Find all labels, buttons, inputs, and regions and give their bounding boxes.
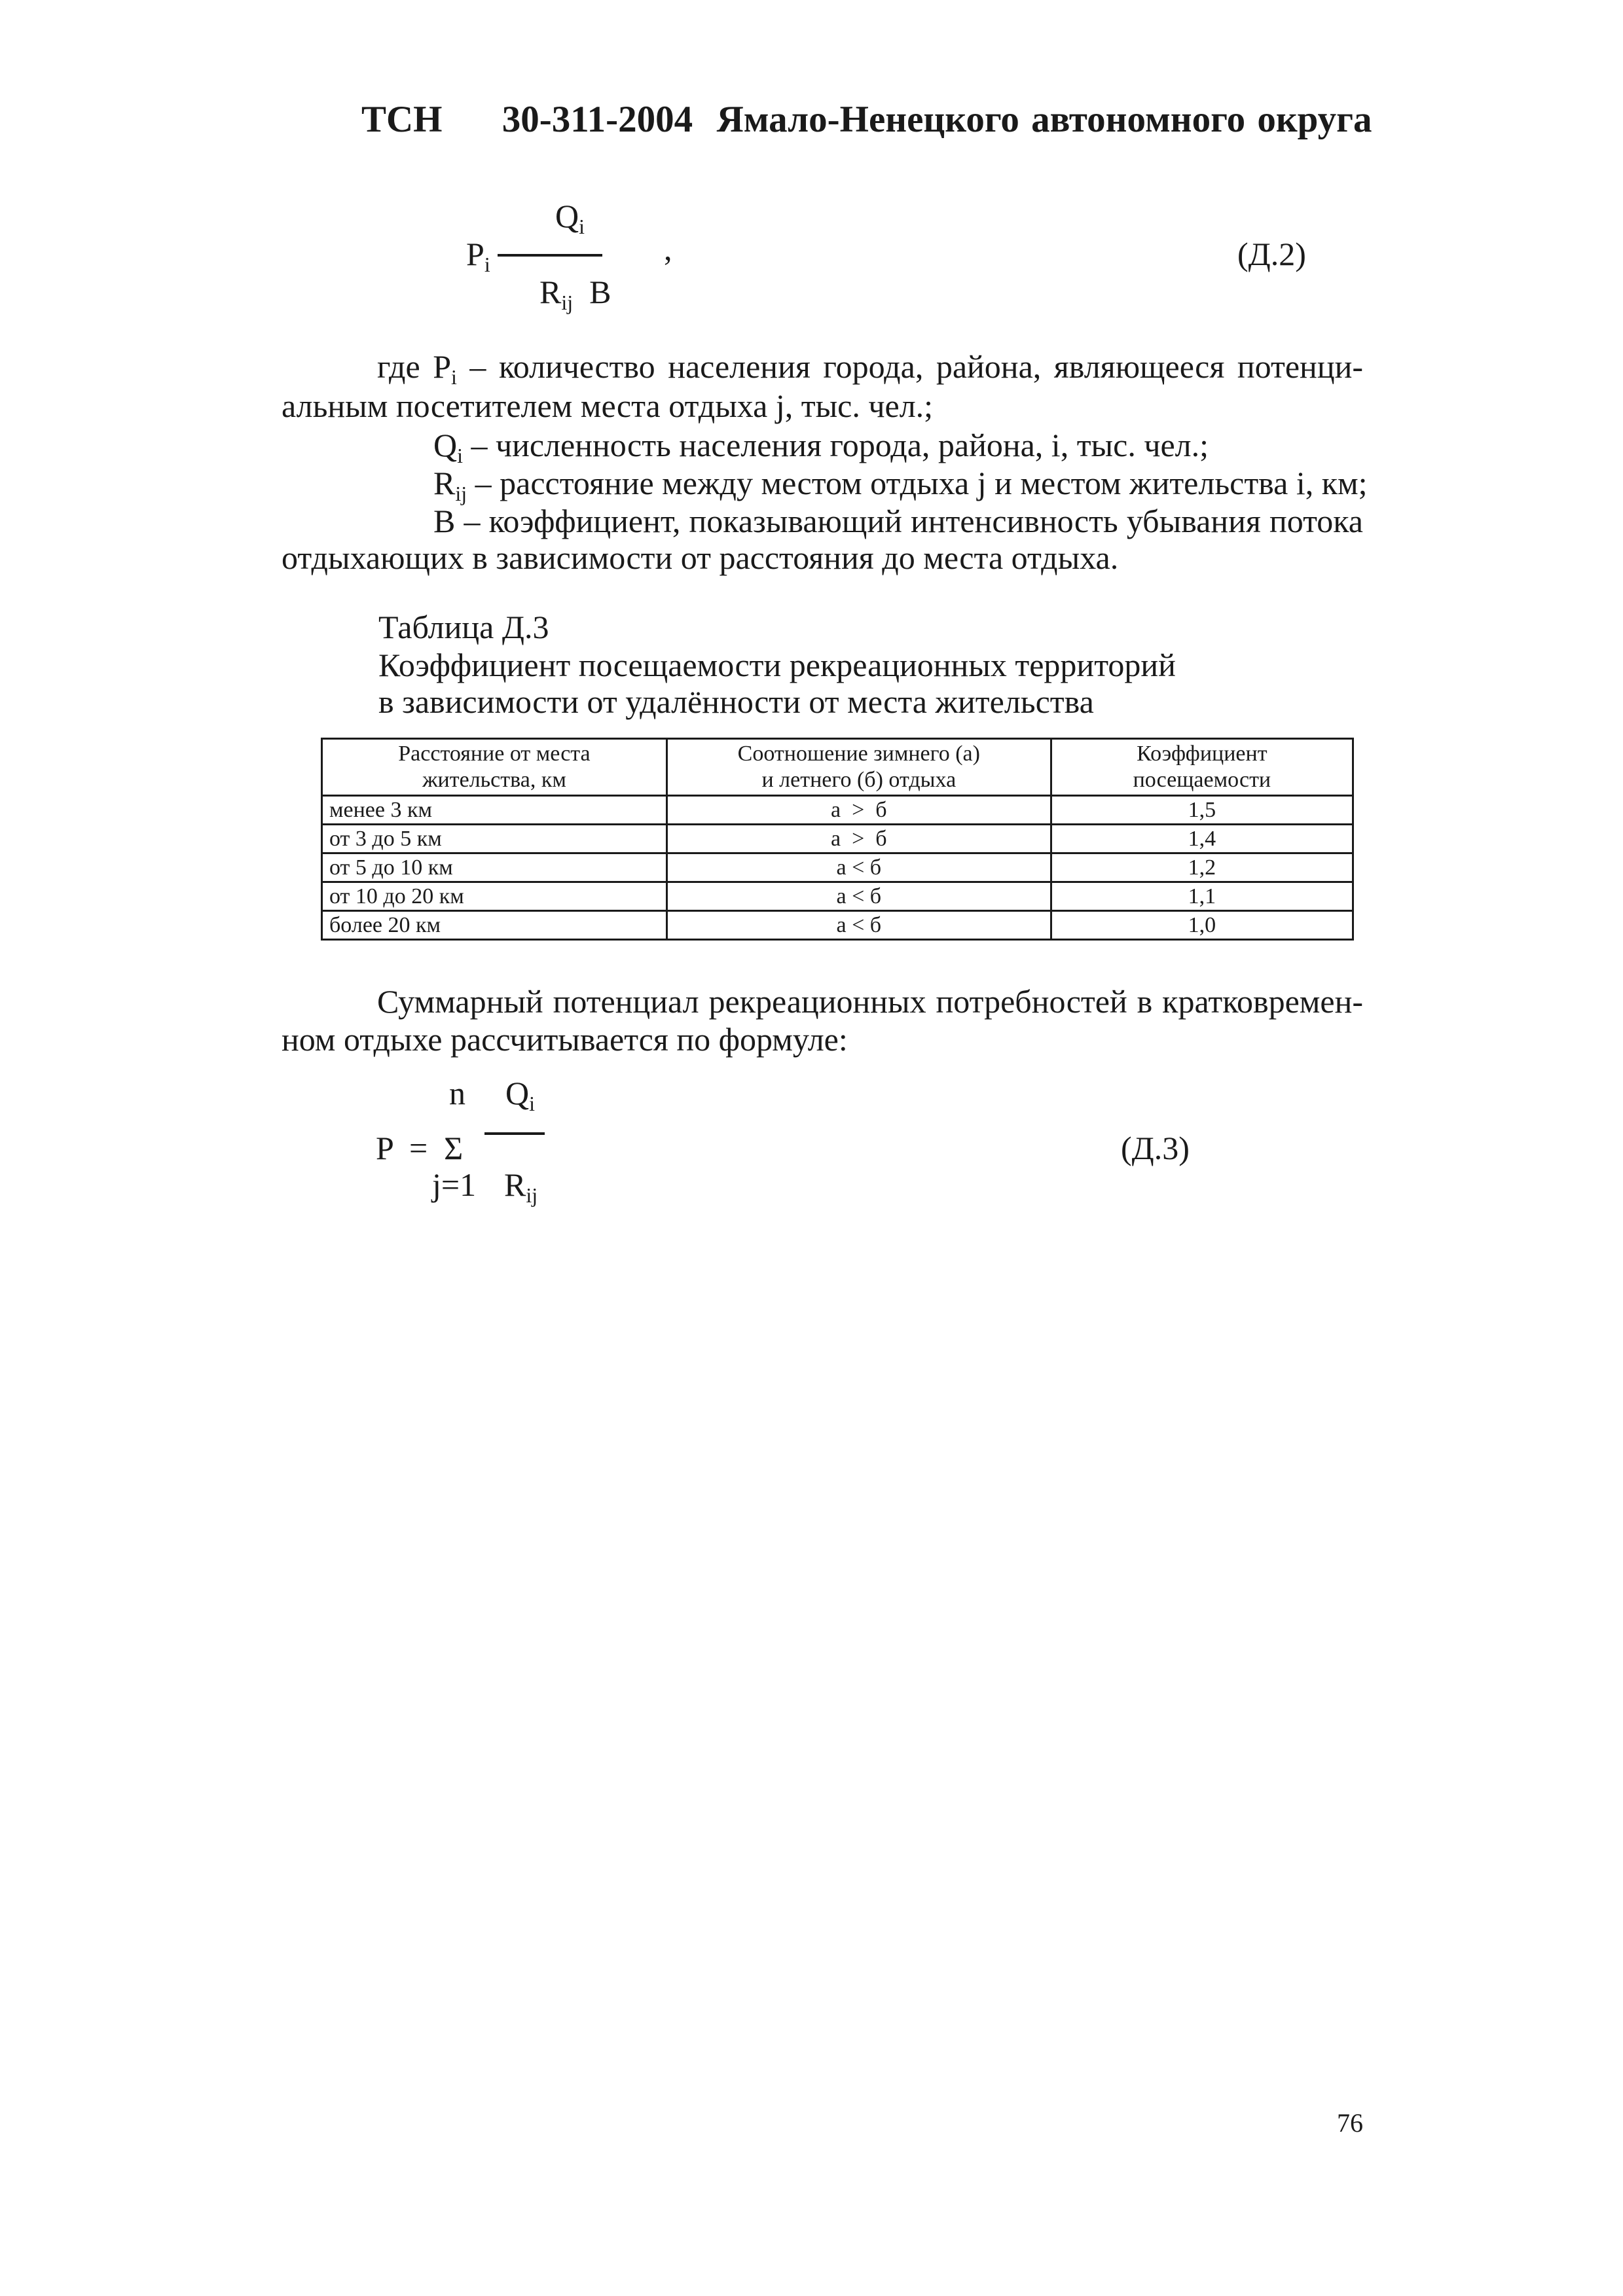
definition-r: $R_{ij}$ – расстояние между местом отдыха j и местом жительства i, км; — [433, 465, 1368, 505]
cell-ratio: а < б — [666, 853, 1051, 882]
summary-line2: ном отдыхе рассчитывается по формуле: — [282, 1021, 848, 1058]
formula-d2-fraction-bar — [498, 254, 602, 257]
cell-coefficient: 1,0 — [1051, 911, 1353, 940]
cell-distance: от 3 до 5 км — [322, 825, 667, 853]
cell-ratio: а < б — [666, 911, 1051, 940]
formula-d2-denominator: $R_{ij}$ B — [539, 274, 611, 314]
coefficient-table — [321, 738, 1354, 941]
formula-d3-fraction-bar — [484, 1132, 545, 1135]
table-label: Таблица Д.3 — [378, 609, 549, 645]
definition-p-line1: где $P_i$ – количество населения города, района, являющееся потенци- — [377, 348, 1363, 389]
cell-coefficient: 1,5 — [1051, 796, 1353, 825]
formula-d2-lhs: $P_i$ — [466, 236, 490, 276]
table-title-line2: в зависимости от удалённости от места жительства — [378, 683, 1094, 720]
cell-coefficient: 1,1 — [1051, 882, 1353, 911]
cell-coefficient: 1,4 — [1051, 825, 1353, 853]
cell-distance: от 10 до 20 км — [322, 882, 667, 911]
table-row — [322, 796, 1353, 825]
definition-b-line1: B – коэффициент, показывающий интенсивность убывания потока — [433, 503, 1363, 539]
page-number: 76 — [1337, 2108, 1363, 2138]
cell-ratio: а > б — [666, 825, 1051, 853]
cell-ratio: а < б — [666, 882, 1051, 911]
table-row — [322, 882, 1353, 911]
formula-d3-upper-limit: n — [449, 1075, 465, 1111]
column-header-distance: Расстояние от места жительства, км — [322, 739, 667, 796]
table-row — [322, 825, 1353, 853]
cell-distance: от 5 до 10 км — [322, 853, 667, 882]
formula-d2-number: (Д.2) — [1237, 236, 1306, 272]
cell-distance: более 20 км — [322, 911, 667, 940]
definition-p-line2: альным посетителем места отдыха j, тыс. чел.; — [282, 387, 934, 424]
cell-ratio: а > б — [666, 796, 1051, 825]
definition-b-line2: отдыхающих в зависимости от расстояния до места отдыха. — [282, 539, 1119, 576]
formula-d3-lower-limit: j=1 — [432, 1166, 477, 1203]
cell-distance: менее 3 км — [322, 796, 667, 825]
formula-d3-denominator: $R_{ij}$ — [504, 1166, 538, 1207]
cell-coefficient: 1,2 — [1051, 853, 1353, 882]
formula-d3-lhs: P = Σ — [376, 1130, 464, 1166]
table-row — [322, 853, 1353, 882]
formula-d3-number: (Д.3) — [1121, 1130, 1190, 1166]
column-header-ratio: Соотношение зимнего (а) и летнего (б) отдыха — [666, 739, 1051, 796]
page-header: ТСН 30-311-2004 Ямало-Ненецкого автономного округа — [361, 99, 1372, 140]
definition-q: $Q_i$ – численность населения города, района, i, тыс. чел.; — [433, 427, 1209, 467]
table-header-row — [322, 739, 1353, 796]
table-row — [322, 911, 1353, 940]
formula-d2-numerator: $Q_i$ — [555, 198, 585, 238]
formula-d3-numerator: $Q_i$ — [505, 1075, 535, 1115]
formula-d2-comma: , — [664, 230, 672, 267]
summary-line1: Суммарный потенциал рекреационных потребностей в кратковремен- — [377, 983, 1363, 1020]
column-header-coefficient: Коэффициент посещаемости — [1051, 739, 1353, 796]
table-title-line1: Коэффициент посещаемости рекреационных территорий — [378, 647, 1176, 683]
